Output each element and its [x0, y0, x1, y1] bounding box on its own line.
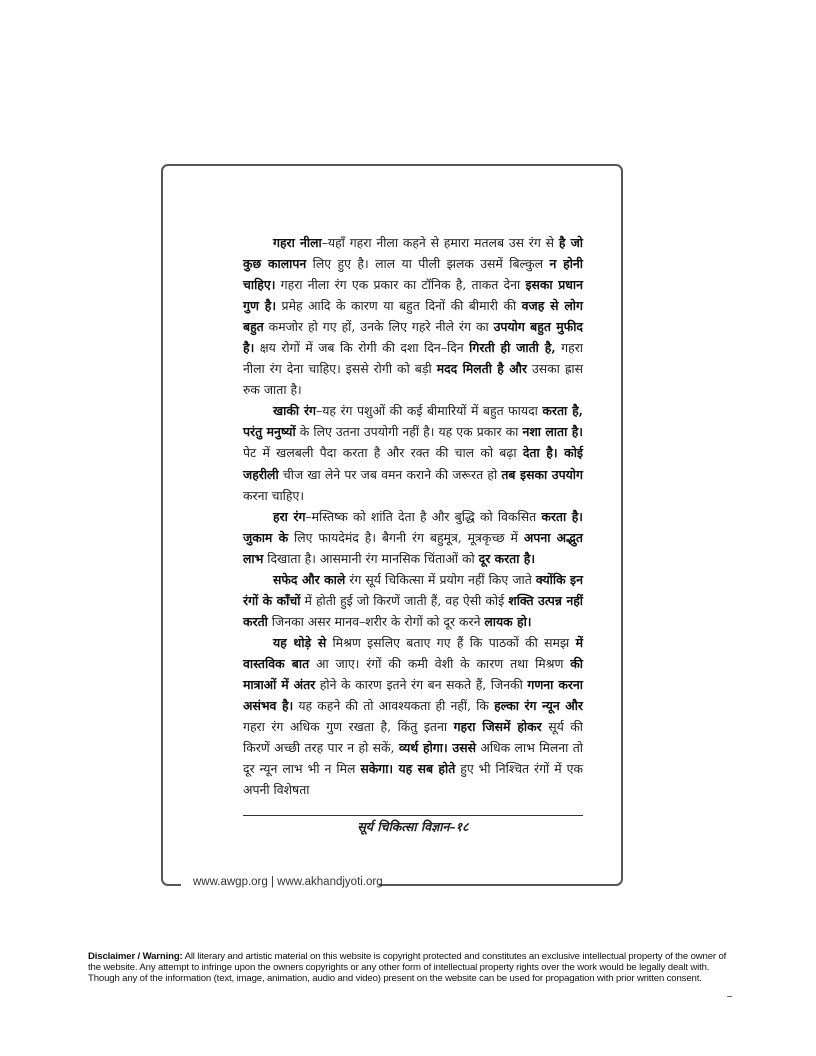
- bold-run: शक्ति उत्पन्न नहीं करती: [243, 592, 583, 629]
- bold-run: क्योंकि इन रंगों के काँचों: [243, 571, 583, 608]
- text-run: कमजोर हो गए हों, उनके लिए गहरे नीले रंग का: [263, 319, 494, 335]
- text-run: गहरा नीला रंग देना चाहिए। इससे रोगी को बड़ी: [243, 340, 584, 377]
- paragraph-deep-blue: [243, 232, 583, 400]
- text-run: प्रमेह आदि के कारण या बहुत दिनों की बीमारी की: [276, 298, 522, 314]
- text-run: में होती हुई जो किरणें जाती हैं, वह ऐसी कोई: [300, 592, 509, 608]
- paragraph-mixtures: [243, 632, 583, 800]
- text-run: जिनका असर मानव–शरीर के रोगों को दूर करने: [267, 613, 485, 629]
- text-run: गहरा रंग अधिक गुण रखता है, किंतु इतना: [243, 719, 454, 735]
- text-run: गहरा नीला रंग एक प्रकार का टॉनिक है, ताकत देना: [275, 277, 526, 293]
- text-run: हुए भी निश्चित रंगों में एक अपनी विशेषता: [243, 761, 583, 798]
- footer-title: सूर्य चिकित्सा विज्ञान–१८: [357, 819, 469, 834]
- bold-run: नशा लाता है।: [522, 424, 583, 440]
- text-run: आ जाए। रंगों की कमी वेशी के कारण तथा मिश्रण: [309, 655, 571, 671]
- bold-run: हरा रंग: [273, 508, 306, 524]
- text-run: सूर्य की किरणें अच्छी तरह पार न हो सकें,: [243, 719, 583, 756]
- bold-run: में वास्तविक बात: [243, 634, 583, 671]
- bold-run: की मात्राओं में अंतर: [243, 655, 583, 692]
- text-run: होने के कारण इतने रंग बन सकते हैं, जिनकी: [315, 676, 528, 692]
- disclaimer-text: All literary and artistic material on this website is copyright protected and constitutes an exclusive intellectual property of the owner of the website. Any attempt to infringe upon the owners copyrights or any other form of intellectual property rights over the work would be legally dealt with. Though any of the information (text, image, animation, audio and video) present on the website can be used for propagation with prior written consent.: [88, 951, 727, 984]
- bold-run: है जो कुछ कालापन: [243, 235, 584, 272]
- text-run: लिए हुए है। लाल या पीली झलक उसमें बिल्कुल: [306, 256, 550, 272]
- bold-run: अपना अद्भुत लाभ: [243, 529, 583, 566]
- bold-run: गिरती ही जाती है,: [469, 340, 556, 356]
- bold-run: खाकी रंग: [273, 403, 316, 419]
- bold-run: इसका प्रधान गुण है।: [243, 277, 583, 314]
- text-run: मिश्रण इसलिए बताए गए हैं कि पाठकों की समझ: [326, 634, 576, 650]
- text-run: रंग सूर्य चिकित्सा में प्रयोग नहीं किए जाते: [345, 571, 536, 587]
- bold-run: गहरा जिसमें होकर: [453, 719, 542, 735]
- bold-run: लायक हो।: [484, 613, 532, 629]
- bold-run: दूर करता है।: [478, 550, 536, 566]
- text-run: क्षय रोगों में जब कि रोगी की दशा दिन–दिन: [254, 340, 470, 356]
- disclaimer-label: Disclaimer / Warning:: [88, 951, 183, 962]
- text-run: –यहाँ गहरा नीला कहने से हमारा मतलब उस रंग से: [321, 235, 559, 250]
- bold-run: वजह से लोग बहुत: [243, 298, 583, 335]
- disclaimer: [88, 951, 728, 984]
- bold-run: देता है। कोई जहरीली: [243, 445, 583, 482]
- website-links[interactable]: www.awgp.org | www.akhandjyoti.org: [193, 876, 383, 888]
- text-run: पेट में खलबली पैदा करता है और रक्त की चाल को बढ़ा: [243, 445, 523, 461]
- text-run: लिए फायदेमंद है। बैगनी रंग बहुमूत्र, मूत्रकृच्छ में: [288, 529, 524, 545]
- bold-run: सफेद और काले: [273, 571, 346, 587]
- bold-run: हल्का रंग न्यून और: [494, 698, 583, 714]
- bold-run: करता है। जुकाम के: [243, 508, 584, 545]
- paragraph-white-black: [243, 569, 583, 632]
- corner-mark: [727, 996, 732, 997]
- paragraph-green: [243, 506, 583, 569]
- text-run: –मस्तिष्क को शांति देता है और बुद्धि को विकसित: [305, 508, 542, 524]
- bold-run: करता है, परंतु मनुष्यों: [243, 403, 583, 440]
- bold-run: व्यर्थ होगा। उससे: [398, 740, 476, 756]
- bold-run: मदद मिलती है और: [436, 361, 527, 377]
- bold-run: न होनी चाहिए।: [243, 256, 584, 293]
- text-run: दिखाता है। आसमानी रंग मानसिक चिंताओं को: [263, 550, 479, 566]
- bold-run: तब इसका उपयोग: [501, 466, 583, 482]
- bold-run: गणना करना असंभव है।: [243, 676, 583, 714]
- bold-run: उपयोग बहुत मुफीद है।: [243, 319, 583, 356]
- text-run: यह कहने की तो आवश्यकता ही नहीं, कि: [293, 698, 495, 714]
- bold-run: गहरा नीला: [273, 235, 322, 250]
- book-text: [243, 232, 583, 800]
- footer-rule: [243, 815, 583, 816]
- bold-run: सकेगा। यह सब होते: [360, 761, 456, 777]
- bold-run: यह थोड़े से: [273, 634, 327, 650]
- text-run: अधिक लाभ मिलना तो दूर न्यून लाभ भी न मिल: [243, 740, 584, 777]
- text-run: उसका ह्रास रुक जाता है।: [243, 361, 584, 398]
- text-run: –यह रंग पशुओं की कई बीमारियों में बहुत फायदा: [316, 403, 543, 419]
- text-run: करना चाहिए।: [243, 487, 305, 503]
- text-run: के लिए उतना उपयोगी नहीं है। यह एक प्रकार का: [295, 424, 523, 440]
- text-run: चीज खा लेने पर जब वमन कराने की जरूरत हो: [278, 466, 502, 482]
- paragraph-khaki: [243, 400, 583, 505]
